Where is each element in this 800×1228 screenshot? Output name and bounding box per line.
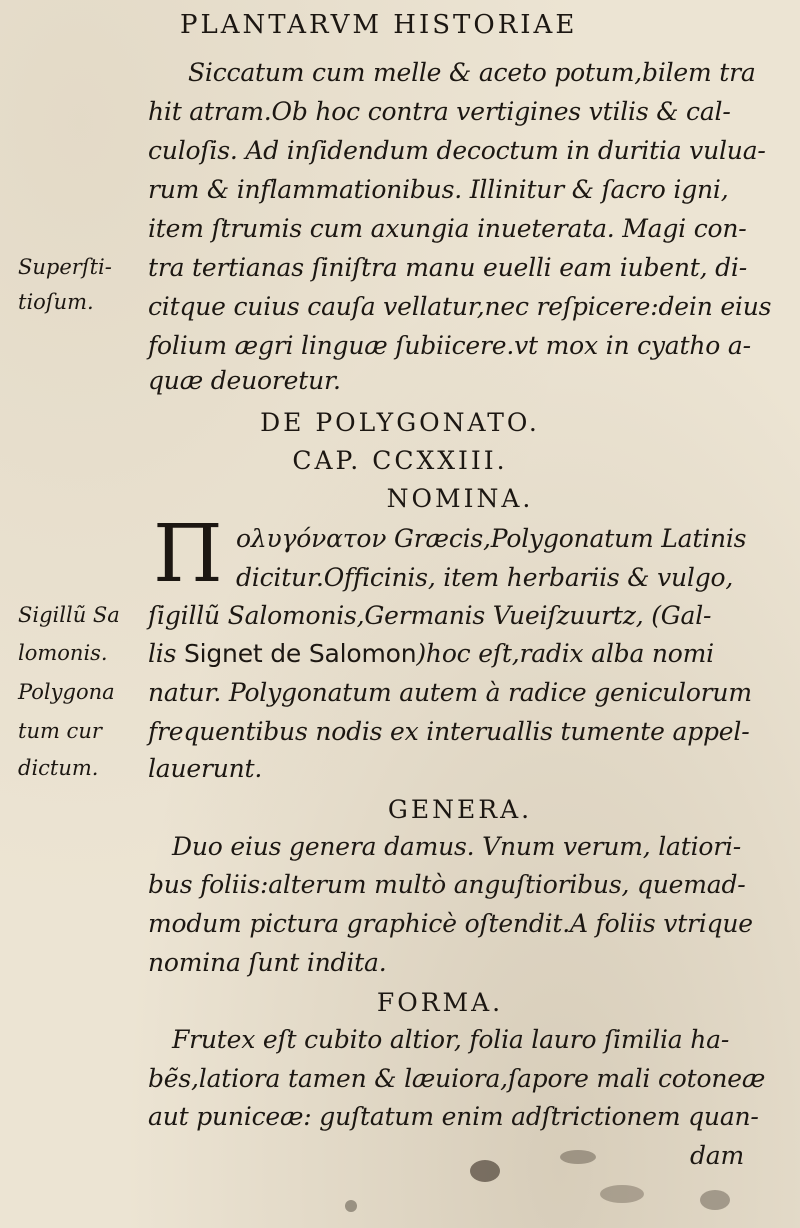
text-line: bẽs,latiora tamen & læuiora,ſapore mali cotoneæ [148, 1064, 766, 1093]
chapter-label: CAP. CCXXIII. [292, 446, 508, 475]
text-line: rum & inflammationibus. Illinitur & ſacro igni, [148, 175, 729, 204]
text-line: bus foliis:alterum multò anguſtioribus, quemad- [148, 870, 746, 899]
ink-smudge [470, 1160, 500, 1182]
text-line: quæ deuoretur. [148, 366, 341, 395]
ink-smudge [345, 1200, 357, 1212]
text-span: )hoc eſt,radix alba nomi [416, 639, 714, 668]
ink-smudge [700, 1190, 730, 1210]
margin-note: dictum. [18, 756, 99, 780]
margin-note: tioſum. [18, 290, 94, 314]
text-line: dicitur.Officinis, item herbariis & vulgo, [236, 563, 734, 592]
dropcap: Π [153, 507, 223, 600]
subheading-nomina: NOMINA. [386, 484, 534, 513]
margin-note: tum cur [18, 719, 102, 743]
text-line: ολυγόνατον Græcis,Polygonatum Latinis [236, 524, 747, 553]
margin-note: Superſti- [18, 255, 112, 279]
text-line: nomina ſunt indita. [148, 948, 387, 977]
margin-note: Sigillũ Sa [18, 603, 120, 627]
subheading-genera: GENERA. [387, 795, 533, 824]
text-span: lis [148, 639, 184, 668]
margin-note: Polygona [18, 680, 115, 704]
text-line: Duo eius genera damus. Vnum verum, latiori- [172, 832, 742, 861]
section-title: DE POLYGONATO. [260, 408, 540, 437]
text-line: natur. Polygonatum autem à radice geniculorum [148, 678, 752, 707]
ink-smudge [560, 1150, 596, 1164]
text-line: Frutex eſt cubito altior, folia lauro ſimilia ha- [172, 1025, 730, 1054]
text-line: lauerunt. [148, 754, 263, 783]
text-line: ſigillũ Salomonis,Germanis Vueiſzuurtz, (Gal- [148, 601, 712, 630]
text-line: aut puniceæ: guſtatum enim adſtrictionem quan- [148, 1102, 759, 1131]
margin-note: lomonis. [18, 641, 108, 665]
ink-smudge [600, 1185, 644, 1203]
text-line: frequentibus nodis ex interuallis tumente appel- [148, 717, 750, 746]
text-line: tra tertianas ſiniſtra manu euelli eam iubent, di- [148, 253, 747, 282]
text-line: citque cuius cauſa vellatur,nec reſpicere:dein eius [148, 292, 772, 321]
running-head: PLANTARVM HISTORIAE [180, 10, 578, 40]
text-span: Signet de Salomon [183, 639, 417, 668]
text-line [148, 641, 788, 666]
text-line: folium ægri linguæ ſubiicere.vt mox in cyatho a- [148, 331, 751, 360]
text-line: culoſis. Ad inſidendum decoctum in duritia vulua- [148, 136, 766, 165]
subheading-forma: FORMA. [376, 988, 504, 1017]
text-line: modum pictura graphicè oſtendit.A foliis vtrique [148, 909, 753, 938]
text-line: Siccatum cum melle & aceto potum,bilem tra [188, 58, 756, 87]
text-line: dam [690, 1141, 745, 1170]
text-line: hit atram.Ob hoc contra vertigines vtilis & cal- [148, 97, 731, 126]
text-line: item ſtrumis cum axungia inueterata. Magi con- [148, 214, 747, 243]
